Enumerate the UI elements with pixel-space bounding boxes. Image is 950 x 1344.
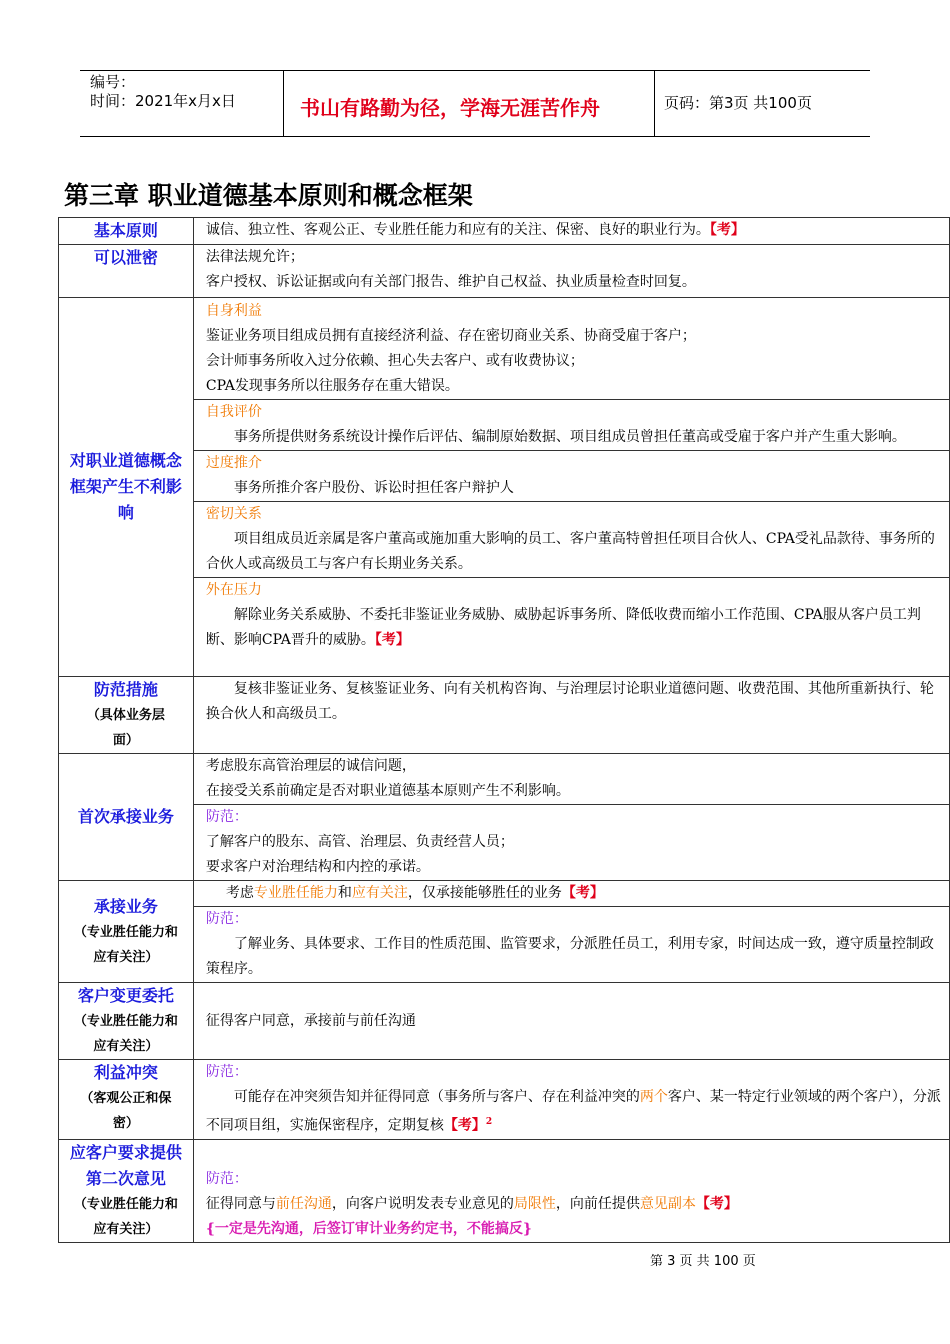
row-second-opinion xyxy=(59,1139,950,1242)
threat-advocacy xyxy=(194,450,949,501)
row-disclosure xyxy=(59,245,950,298)
threat-text: 解除业务关系威胁、不委托非鉴证业务威胁、威胁起诉事务所、降低收费而缩小工作范围、CPA服从客户员工判断、影响CPA晋升的威胁。 xyxy=(205,607,921,648)
text-part: ，仅承接能够胜任的业务 xyxy=(407,885,562,901)
threat-intimidation xyxy=(194,577,949,653)
text-line: 鉴证业务项目组成员拥有直接经济利益、存在密切商业关系、协商受雇于客户； xyxy=(205,328,696,344)
header-bottom-rule xyxy=(80,136,870,137)
row-first-engagement xyxy=(59,754,950,881)
row-label: 首次承接业务 xyxy=(77,807,174,826)
row-basic-principles xyxy=(59,218,950,245)
row-sublabel: （专业胜任能力和应有关注） xyxy=(73,1014,178,1054)
row-threats xyxy=(59,298,950,677)
page-footer: 第 3 页 共 100 页 xyxy=(650,1254,756,1269)
text-part: 考虑 xyxy=(225,885,254,901)
highlight-text: 意见副本 xyxy=(639,1195,696,1212)
date-label: 时间：2021年x月x日 xyxy=(90,92,236,110)
threat-text: 项目组成员近亲属是客户董高或施加重大影响的员工、客户董高特曾担任项目合伙人、CPA受礼品款待、事务所的合伙人或高级员工与客户有长期业务关系。 xyxy=(205,531,935,572)
header-motto: 书山有路勤为径，学海无涯苦作舟 xyxy=(300,96,600,120)
threat-self-interest xyxy=(194,298,949,399)
safeguard-heading: 防范： xyxy=(205,809,248,825)
exam-tag: 【考】 xyxy=(709,222,745,238)
text-line: 会计师事务所收入过分依赖、担心失去客户、或有收费协议； xyxy=(205,353,584,369)
row-label: 应客户要求提供第二次意见 xyxy=(69,1142,182,1188)
safeguard-heading: 防范： xyxy=(205,911,248,927)
row-sublabel: （客观公正和保密） xyxy=(80,1091,172,1131)
safeguard-heading: 防范： xyxy=(205,1170,248,1187)
row-label: 对职业道德概念框架产生不利影响 xyxy=(69,451,182,522)
row-safeguards xyxy=(59,677,950,754)
text-part: 客户、某一特定行业领域的两个客户），分派不同项目组，实施保密程序，定期复核 xyxy=(205,1089,941,1134)
footnote-mark: 2 xyxy=(485,1117,493,1127)
threat-self-review xyxy=(194,399,949,450)
header-top-rule xyxy=(80,70,870,71)
serial-label: 编号： xyxy=(90,73,136,91)
highlight-text: 局限性 xyxy=(513,1195,556,1212)
threat-title: 密切关系 xyxy=(205,506,262,522)
highlight-text: 应有关注 xyxy=(351,885,408,901)
text-line: 客户授权、诉讼证据或向有关部门报告、维护自己权益、执业质量检查时回复。 xyxy=(205,274,696,290)
highlight-text: 两个 xyxy=(639,1089,668,1105)
text-line: 了解客户的股东、高管、治理层、负责经营人员； xyxy=(205,834,514,850)
row-accept-engagement xyxy=(59,881,950,983)
exam-tag: 【考】 xyxy=(443,1117,486,1134)
row-label: 利益冲突 xyxy=(93,1063,158,1082)
text-line: 了解业务、具体要求、工作目的性质范围、监管要求，分派胜任员工，利用专家，时间达成一致，遵守质量控制政策程序。 xyxy=(205,936,934,977)
header-divider-right xyxy=(654,70,655,137)
row-sublabel: （具体业务层面） xyxy=(86,708,165,748)
row-sublabel: （专业胜任能力和应有关注） xyxy=(73,924,178,965)
threat-text: 事务所推介客户股份、诉讼时担任客户辩护人 xyxy=(233,480,514,496)
row-label: 防范措施 xyxy=(93,680,158,699)
principles-table xyxy=(58,217,950,1243)
highlight-text: 前任沟通 xyxy=(275,1195,332,1212)
basic-principles-text: 诚信、独立性、客观公正、专业胜任能力和应有的关注、保密、良好的职业行为。 xyxy=(205,222,710,238)
exam-tag: 【考】 xyxy=(374,632,410,648)
page-indicator: 页码：第3页 共100页 xyxy=(664,94,812,112)
text-part: 和 xyxy=(337,885,352,901)
row-sublabel: （专业胜任能力和应有关注） xyxy=(73,1196,178,1237)
threat-familiarity xyxy=(194,501,949,577)
safeguard-heading: 防范： xyxy=(205,1064,248,1080)
exam-tag: 【考】 xyxy=(695,1195,738,1212)
threat-title: 自我评价 xyxy=(205,404,262,420)
text-part: 征得同意与 xyxy=(205,1195,276,1212)
text-line: 征得客户同意，承接前与前任沟通 xyxy=(205,1012,416,1029)
threat-title: 自身利益 xyxy=(205,303,262,319)
text-line: 在接受关系前确定是否对职业道德基本原则产生不利影响。 xyxy=(205,783,570,799)
row-label: 可以泄密 xyxy=(93,248,158,267)
text-part: ，向前任提供 xyxy=(555,1195,640,1212)
text-line: CPA发现事务所以往服务存在重大错误。 xyxy=(205,378,459,394)
header-divider-left xyxy=(283,70,284,137)
reminder-note: {一定是先沟通，后签订审计业务约定书，不能搞反} xyxy=(205,1220,532,1237)
text-part: ，向客户说明发表专业意见的 xyxy=(331,1195,514,1212)
row-label: 客户变更委托 xyxy=(77,986,174,1005)
row-change-engagement xyxy=(59,983,950,1060)
text-line: 法律法规允许； xyxy=(205,249,304,265)
text-line: 考虑股东高管治理层的诚信问题， xyxy=(205,758,416,774)
threat-text: 事务所提供财务系统设计操作后评估、编制原始数据、项目组成员曾担任董高或受雇于客户并产生重大影响。 xyxy=(233,429,906,445)
text-line: 要求客户对治理结构和内控的承诺。 xyxy=(205,859,430,875)
text-part: 可能存在冲突须告知并征得同意（事务所与客户、存在利益冲突的 xyxy=(233,1089,640,1105)
chapter-title: 第三章 职业道德基本原则和概念框架 xyxy=(64,181,473,210)
highlight-text: 专业胜任能力 xyxy=(253,885,338,901)
threat-title: 外在压力 xyxy=(205,582,262,598)
row-label: 基本原则 xyxy=(93,221,158,240)
safeguards-text: 复核非鉴证业务、复核鉴证业务、向有关机构咨询、与治理层讨论职业道德问题、收费范围、其他所重新执行、轮换合伙人和高级员工。 xyxy=(205,681,934,722)
row-conflict-of-interest xyxy=(59,1060,950,1140)
row-label: 承接业务 xyxy=(93,896,158,916)
threat-title: 过度推介 xyxy=(205,455,262,471)
exam-tag: 【考】 xyxy=(561,885,604,901)
